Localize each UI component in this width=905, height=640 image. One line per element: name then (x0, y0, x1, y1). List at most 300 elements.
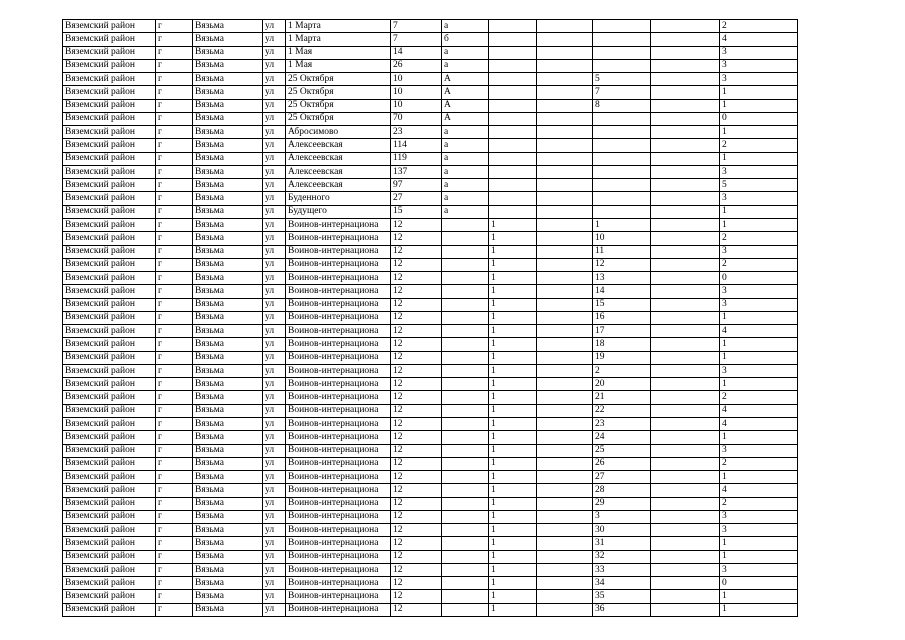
cell-block (537, 563, 593, 576)
cell-building: 1 (489, 325, 537, 338)
cell-building (489, 165, 537, 178)
cell-house-number: 137 (391, 165, 442, 178)
table-row (63, 272, 798, 285)
cell-apartment: 13 (593, 272, 651, 285)
cell-house-letter: а (442, 179, 489, 192)
cell-city: Вязьма (193, 46, 263, 59)
cell-building (489, 59, 537, 72)
cell-city: Вязьма (193, 59, 263, 72)
cell-house-number: 12 (391, 258, 442, 271)
cell-room (651, 73, 720, 86)
cell-street: Воинов-интернациона (286, 497, 391, 510)
cell-apartment: 26 (593, 457, 651, 470)
cell-building (489, 179, 537, 192)
cell-street-type: ул (263, 404, 286, 417)
cell-block (537, 139, 593, 152)
cell-building: 1 (489, 258, 537, 271)
cell-district: Вяземский район (63, 577, 156, 590)
cell-house-number: 12 (391, 590, 442, 603)
cell-count: 3 (720, 298, 798, 311)
cell-house-letter (442, 537, 489, 550)
cell-building: 1 (489, 417, 537, 430)
cell-count: 3 (720, 285, 798, 298)
cell-room (651, 537, 720, 550)
cell-city: Вязьма (193, 417, 263, 430)
cell-district: Вяземский район (63, 192, 156, 205)
cell-settlement-type: г (156, 311, 193, 324)
cell-settlement-type: г (156, 325, 193, 338)
cell-house-letter (442, 338, 489, 351)
cell-building: 1 (489, 497, 537, 510)
cell-block (537, 73, 593, 86)
cell-count: 1 (720, 99, 798, 112)
cell-city: Вязьма (193, 471, 263, 484)
cell-street-type: ул (263, 33, 286, 46)
table-row (63, 86, 798, 99)
cell-block (537, 258, 593, 271)
cell-street-type: ул (263, 537, 286, 550)
cell-count: 3 (720, 73, 798, 86)
cell-block (537, 298, 593, 311)
cell-city: Вязьма (193, 510, 263, 523)
cell-block (537, 537, 593, 550)
cell-block (537, 603, 593, 616)
cell-house-letter (442, 603, 489, 616)
cell-block (537, 590, 593, 603)
table-row (63, 590, 798, 603)
cell-room (651, 311, 720, 324)
cell-settlement-type: г (156, 258, 193, 271)
cell-settlement-type: г (156, 417, 193, 430)
cell-settlement-type: г (156, 391, 193, 404)
cell-settlement-type: г (156, 484, 193, 497)
cell-street: Воинов-интернациона (286, 218, 391, 231)
cell-room (651, 272, 720, 285)
cell-house-letter: А (442, 112, 489, 125)
table-row (63, 338, 798, 351)
cell-block (537, 510, 593, 523)
cell-street-type: ул (263, 325, 286, 338)
table-row (63, 364, 798, 377)
table-row (63, 258, 798, 271)
cell-block (537, 205, 593, 218)
cell-district: Вяземский район (63, 378, 156, 391)
cell-street: Воинов-интернациона (286, 298, 391, 311)
cell-district: Вяземский район (63, 152, 156, 165)
cell-settlement-type: г (156, 245, 193, 258)
cell-district: Вяземский район (63, 126, 156, 139)
cell-apartment: 18 (593, 338, 651, 351)
cell-building: 1 (489, 590, 537, 603)
cell-street-type: ул (263, 258, 286, 271)
cell-district: Вяземский район (63, 311, 156, 324)
table-row (63, 232, 798, 245)
cell-block (537, 245, 593, 258)
cell-city: Вязьма (193, 73, 263, 86)
cell-settlement-type: г (156, 404, 193, 417)
cell-room (651, 603, 720, 616)
cell-settlement-type: г (156, 457, 193, 470)
cell-count: 2 (720, 457, 798, 470)
cell-district: Вяземский район (63, 232, 156, 245)
cell-block (537, 126, 593, 139)
table-row (63, 603, 798, 616)
table-row (63, 524, 798, 537)
address-table (62, 19, 798, 617)
cell-house-number: 12 (391, 471, 442, 484)
cell-apartment (593, 126, 651, 139)
table-row (63, 126, 798, 139)
cell-block (537, 325, 593, 338)
table-row (63, 577, 798, 590)
cell-city: Вязьма (193, 165, 263, 178)
table-body (63, 20, 798, 617)
cell-city: Вязьма (193, 364, 263, 377)
cell-count: 1 (720, 550, 798, 563)
cell-city: Вязьма (193, 86, 263, 99)
cell-building: 1 (489, 232, 537, 245)
cell-room (651, 325, 720, 338)
cell-settlement-type: г (156, 603, 193, 616)
cell-count: 1 (720, 152, 798, 165)
cell-count: 4 (720, 33, 798, 46)
cell-district: Вяземский район (63, 258, 156, 271)
cell-house-number: 12 (391, 550, 442, 563)
cell-apartment: 11 (593, 245, 651, 258)
cell-district: Вяземский район (63, 537, 156, 550)
cell-building: 1 (489, 285, 537, 298)
cell-room (651, 126, 720, 139)
cell-district: Вяземский район (63, 165, 156, 178)
cell-count: 1 (720, 338, 798, 351)
cell-building: 1 (489, 471, 537, 484)
cell-city: Вязьма (193, 285, 263, 298)
cell-house-letter (442, 563, 489, 576)
cell-apartment (593, 33, 651, 46)
cell-building: 1 (489, 218, 537, 231)
cell-apartment: 28 (593, 484, 651, 497)
cell-room (651, 351, 720, 364)
cell-street: Воинов-интернациона (286, 563, 391, 576)
cell-block (537, 179, 593, 192)
cell-street: Воинов-интернациона (286, 258, 391, 271)
cell-building (489, 20, 537, 33)
cell-block (537, 152, 593, 165)
cell-apartment: 31 (593, 537, 651, 550)
cell-count: 3 (720, 165, 798, 178)
cell-room (651, 46, 720, 59)
cell-building: 1 (489, 338, 537, 351)
cell-count: 4 (720, 325, 798, 338)
cell-street: Алексеевская (286, 179, 391, 192)
cell-settlement-type: г (156, 126, 193, 139)
cell-district: Вяземский район (63, 510, 156, 523)
cell-city: Вязьма (193, 179, 263, 192)
cell-district: Вяземский район (63, 391, 156, 404)
cell-house-letter (442, 232, 489, 245)
cell-street: Воинов-интернациона (286, 471, 391, 484)
cell-block (537, 20, 593, 33)
cell-count: 3 (720, 524, 798, 537)
cell-count: 4 (720, 484, 798, 497)
table-row (63, 99, 798, 112)
cell-room (651, 258, 720, 271)
cell-house-letter (442, 497, 489, 510)
cell-city: Вязьма (193, 232, 263, 245)
cell-house-number: 12 (391, 497, 442, 510)
cell-block (537, 351, 593, 364)
cell-street: 25 Октября (286, 86, 391, 99)
cell-street: 25 Октября (286, 112, 391, 125)
cell-count: 3 (720, 245, 798, 258)
cell-house-letter (442, 285, 489, 298)
cell-room (651, 298, 720, 311)
cell-city: Вязьма (193, 444, 263, 457)
cell-house-number: 119 (391, 152, 442, 165)
cell-district: Вяземский район (63, 205, 156, 218)
cell-street: Абросимово (286, 126, 391, 139)
cell-house-number: 12 (391, 563, 442, 576)
table-row (63, 417, 798, 430)
cell-building: 1 (489, 510, 537, 523)
cell-district: Вяземский район (63, 245, 156, 258)
cell-room (651, 86, 720, 99)
cell-city: Вязьма (193, 112, 263, 125)
cell-settlement-type: г (156, 444, 193, 457)
cell-district: Вяземский район (63, 550, 156, 563)
cell-building: 1 (489, 378, 537, 391)
cell-house-letter: а (442, 205, 489, 218)
cell-room (651, 444, 720, 457)
cell-room (651, 59, 720, 72)
cell-building (489, 73, 537, 86)
cell-house-number: 12 (391, 457, 442, 470)
cell-district: Вяземский район (63, 139, 156, 152)
cell-apartment: 7 (593, 86, 651, 99)
table-row (63, 351, 798, 364)
cell-room (651, 192, 720, 205)
cell-street-type: ул (263, 338, 286, 351)
table-row (63, 404, 798, 417)
cell-house-number: 7 (391, 20, 442, 33)
cell-house-letter (442, 351, 489, 364)
cell-house-number: 70 (391, 112, 442, 125)
cell-settlement-type: г (156, 590, 193, 603)
cell-apartment: 3 (593, 510, 651, 523)
table-row (63, 46, 798, 59)
cell-city: Вязьма (193, 524, 263, 537)
cell-street-type: ул (263, 272, 286, 285)
cell-district: Вяземский район (63, 179, 156, 192)
cell-city: Вязьма (193, 457, 263, 470)
cell-street-type: ул (263, 126, 286, 139)
table-row (63, 192, 798, 205)
cell-city: Вязьма (193, 245, 263, 258)
cell-city: Вязьма (193, 192, 263, 205)
cell-apartment (593, 59, 651, 72)
cell-block (537, 471, 593, 484)
cell-house-letter: а (442, 126, 489, 139)
cell-house-number: 12 (391, 298, 442, 311)
cell-city: Вязьма (193, 298, 263, 311)
cell-room (651, 218, 720, 231)
cell-street: Воинов-интернациона (286, 550, 391, 563)
cell-district: Вяземский район (63, 86, 156, 99)
cell-house-letter (442, 325, 489, 338)
cell-street-type: ул (263, 165, 286, 178)
cell-apartment: 29 (593, 497, 651, 510)
cell-settlement-type: г (156, 338, 193, 351)
cell-building (489, 126, 537, 139)
cell-city: Вязьма (193, 577, 263, 590)
cell-count: 3 (720, 364, 798, 377)
cell-street: 1 Марта (286, 33, 391, 46)
cell-street-type: ул (263, 179, 286, 192)
cell-house-letter (442, 311, 489, 324)
cell-count: 1 (720, 86, 798, 99)
cell-house-letter (442, 471, 489, 484)
cell-count: 1 (720, 205, 798, 218)
cell-house-number: 12 (391, 378, 442, 391)
cell-street: Воинов-интернациона (286, 590, 391, 603)
cell-street-type: ул (263, 351, 286, 364)
cell-house-number: 12 (391, 603, 442, 616)
cell-apartment: 32 (593, 550, 651, 563)
cell-city: Вязьма (193, 152, 263, 165)
cell-house-number: 23 (391, 126, 442, 139)
cell-settlement-type: г (156, 285, 193, 298)
cell-apartment: 14 (593, 285, 651, 298)
cell-house-number: 12 (391, 272, 442, 285)
cell-room (651, 364, 720, 377)
cell-block (537, 417, 593, 430)
cell-street: Воинов-интернациона (286, 378, 391, 391)
cell-building: 1 (489, 431, 537, 444)
cell-room (651, 404, 720, 417)
cell-building (489, 33, 537, 46)
cell-room (651, 152, 720, 165)
cell-room (651, 338, 720, 351)
table-row (63, 563, 798, 576)
cell-apartment: 8 (593, 99, 651, 112)
cell-room (651, 20, 720, 33)
table-row (63, 165, 798, 178)
cell-settlement-type: г (156, 112, 193, 125)
table-row (63, 484, 798, 497)
cell-house-number: 15 (391, 205, 442, 218)
cell-house-number: 12 (391, 325, 442, 338)
cell-street-type: ул (263, 298, 286, 311)
cell-house-letter (442, 417, 489, 430)
cell-street-type: ул (263, 590, 286, 603)
table-row (63, 550, 798, 563)
cell-building: 1 (489, 550, 537, 563)
cell-block (537, 232, 593, 245)
cell-city: Вязьма (193, 378, 263, 391)
cell-room (651, 205, 720, 218)
cell-house-letter: б (442, 33, 489, 46)
cell-settlement-type: г (156, 510, 193, 523)
cell-apartment (593, 179, 651, 192)
cell-district: Вяземский район (63, 563, 156, 576)
cell-building: 1 (489, 404, 537, 417)
cell-count: 2 (720, 497, 798, 510)
cell-building (489, 86, 537, 99)
cell-street-type: ул (263, 550, 286, 563)
cell-street: Воинов-интернациона (286, 285, 391, 298)
cell-apartment (593, 139, 651, 152)
cell-building (489, 192, 537, 205)
cell-building: 1 (489, 391, 537, 404)
cell-street: Воинов-интернациона (286, 364, 391, 377)
table-row (63, 218, 798, 231)
cell-room (651, 378, 720, 391)
cell-room (651, 524, 720, 537)
table-row (63, 431, 798, 444)
cell-street: Воинов-интернациона (286, 484, 391, 497)
cell-house-letter (442, 245, 489, 258)
cell-street: Воинов-интернациона (286, 417, 391, 430)
cell-house-number: 12 (391, 311, 442, 324)
cell-block (537, 404, 593, 417)
cell-room (651, 550, 720, 563)
cell-street: Воинов-интернациона (286, 351, 391, 364)
cell-apartment (593, 112, 651, 125)
cell-house-number: 12 (391, 404, 442, 417)
cell-city: Вязьма (193, 497, 263, 510)
cell-building: 1 (489, 524, 537, 537)
cell-block (537, 99, 593, 112)
cell-street-type: ул (263, 378, 286, 391)
cell-count: 3 (720, 563, 798, 576)
cell-apartment: 1 (593, 218, 651, 231)
cell-street-type: ул (263, 59, 286, 72)
table-row (63, 59, 798, 72)
cell-building: 1 (489, 245, 537, 258)
cell-room (651, 497, 720, 510)
cell-district: Вяземский район (63, 99, 156, 112)
cell-house-number: 12 (391, 351, 442, 364)
cell-settlement-type: г (156, 351, 193, 364)
cell-street: Будущего (286, 205, 391, 218)
cell-street-type: ул (263, 139, 286, 152)
cell-settlement-type: г (156, 192, 193, 205)
cell-street-type: ул (263, 471, 286, 484)
cell-house-letter (442, 590, 489, 603)
table-row (63, 285, 798, 298)
cell-apartment: 2 (593, 364, 651, 377)
cell-apartment: 20 (593, 378, 651, 391)
cell-street-type: ул (263, 232, 286, 245)
cell-building: 1 (489, 457, 537, 470)
cell-street: Воинов-интернациона (286, 245, 391, 258)
cell-block (537, 444, 593, 457)
cell-apartment: 23 (593, 417, 651, 430)
cell-count: 2 (720, 139, 798, 152)
cell-settlement-type: г (156, 99, 193, 112)
cell-street-type: ул (263, 20, 286, 33)
cell-city: Вязьма (193, 351, 263, 364)
cell-room (651, 245, 720, 258)
cell-apartment: 10 (593, 232, 651, 245)
cell-settlement-type: г (156, 152, 193, 165)
table-row (63, 311, 798, 324)
cell-block (537, 112, 593, 125)
cell-house-letter (442, 457, 489, 470)
cell-room (651, 484, 720, 497)
cell-count: 4 (720, 404, 798, 417)
cell-count: 1 (720, 378, 798, 391)
